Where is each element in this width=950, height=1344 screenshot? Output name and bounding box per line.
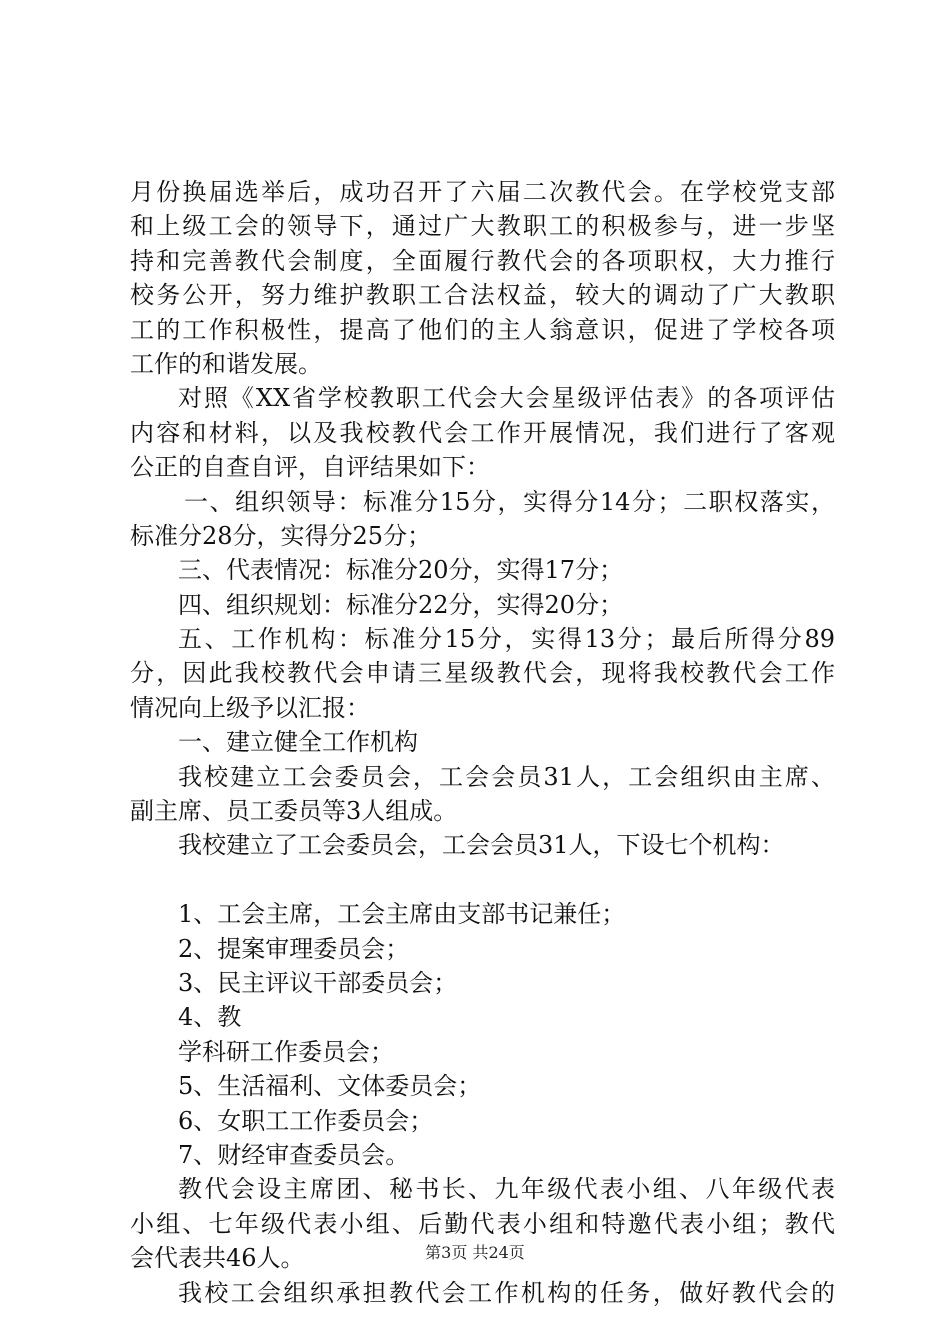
text-line: 教代会设主席团、秘书长、九年级代表小组、八年级代表: [178, 1175, 835, 1204]
text-line: 月份换届选举后，成功召开了六届二次教代会。在学校党支部: [130, 178, 835, 206]
text-line: 我校工会组织承担教代会工作机构的任务，做好教代会的: [178, 1278, 835, 1307]
text-line: 小组、七年级代表小组、后勤代表小组和特邀代表小组；教代: [130, 1209, 835, 1238]
text-line: 副主席、员工委员等3人组成。: [130, 797, 458, 826]
list-item: 5、生活福利、文体委员会；: [178, 1072, 482, 1101]
list-item: 4、教: [178, 1003, 242, 1032]
text-line: 一、组织领导：标准分15分，实得分14分；二职权落实，: [184, 487, 835, 516]
text-line: 对照《XX省学校教职工代会大会星级评估表》的各项评估: [178, 384, 835, 413]
document-body: [130, 175, 835, 1310]
text-line: 内容和材料，以及我校教代会工作开展情况，我们进行了客观: [130, 418, 835, 447]
text-line: 我校建立工会委员会，工会会员31人，工会组织由主席、: [178, 762, 835, 791]
text-line: 四、组织规划：标准分22分，实得20分；: [178, 590, 624, 619]
text-line: 标准分28分，实得分25分；: [130, 521, 432, 550]
text-line: 工的工作积极性，提高了他们的主人翁意识，促进了学校各项: [130, 315, 835, 344]
text-line: 公正的自查自评，自评结果如下：: [130, 453, 490, 482]
text-line: 校务公开，努力维护教职工合法权益，较大的调动了广大教职: [130, 281, 835, 310]
section-heading: 一、建立健全工作机构: [178, 728, 418, 757]
text-line: 工作的和谐发展。: [130, 349, 322, 378]
list-item: 2、提案审理委员会；: [178, 934, 410, 963]
text-line: 五、工作机构：标准分15分，实得13分；最后所得分89: [178, 625, 835, 654]
page-number-footer: 第3页 共24页: [425, 1243, 525, 1262]
text-line: 和上级工会的领导下，通过广大教职工的积极参与，进一步坚: [130, 212, 835, 241]
text-line: 我校建立了工会委员会，工会会员31人，下设七个机构：: [178, 831, 785, 860]
list-item: 学科研工作委员会；: [178, 1037, 394, 1066]
list-item: 1、工会主席，工会主席由支部书记兼任；: [178, 900, 626, 929]
text-line: 持和完善教代会制度，全面履行教代会的各项职权，大力推行: [130, 246, 835, 275]
text-line: 会代表共46人。: [130, 1244, 305, 1273]
blank-line: [130, 863, 835, 897]
text-line: 情况向上级予以汇报：: [130, 693, 370, 722]
list-item: 3、民主评议干部委员会；: [178, 968, 458, 997]
list-item: 7、财经审查委员会。: [178, 1140, 410, 1169]
text-line: 三、代表情况：标准分20分，实得17分；: [178, 556, 624, 585]
text-line: 分，因此我校教代会申请三星级教代会，现将我校教代会工作: [130, 659, 835, 688]
list-item: 6、女职工工作委员会；: [178, 1106, 434, 1135]
